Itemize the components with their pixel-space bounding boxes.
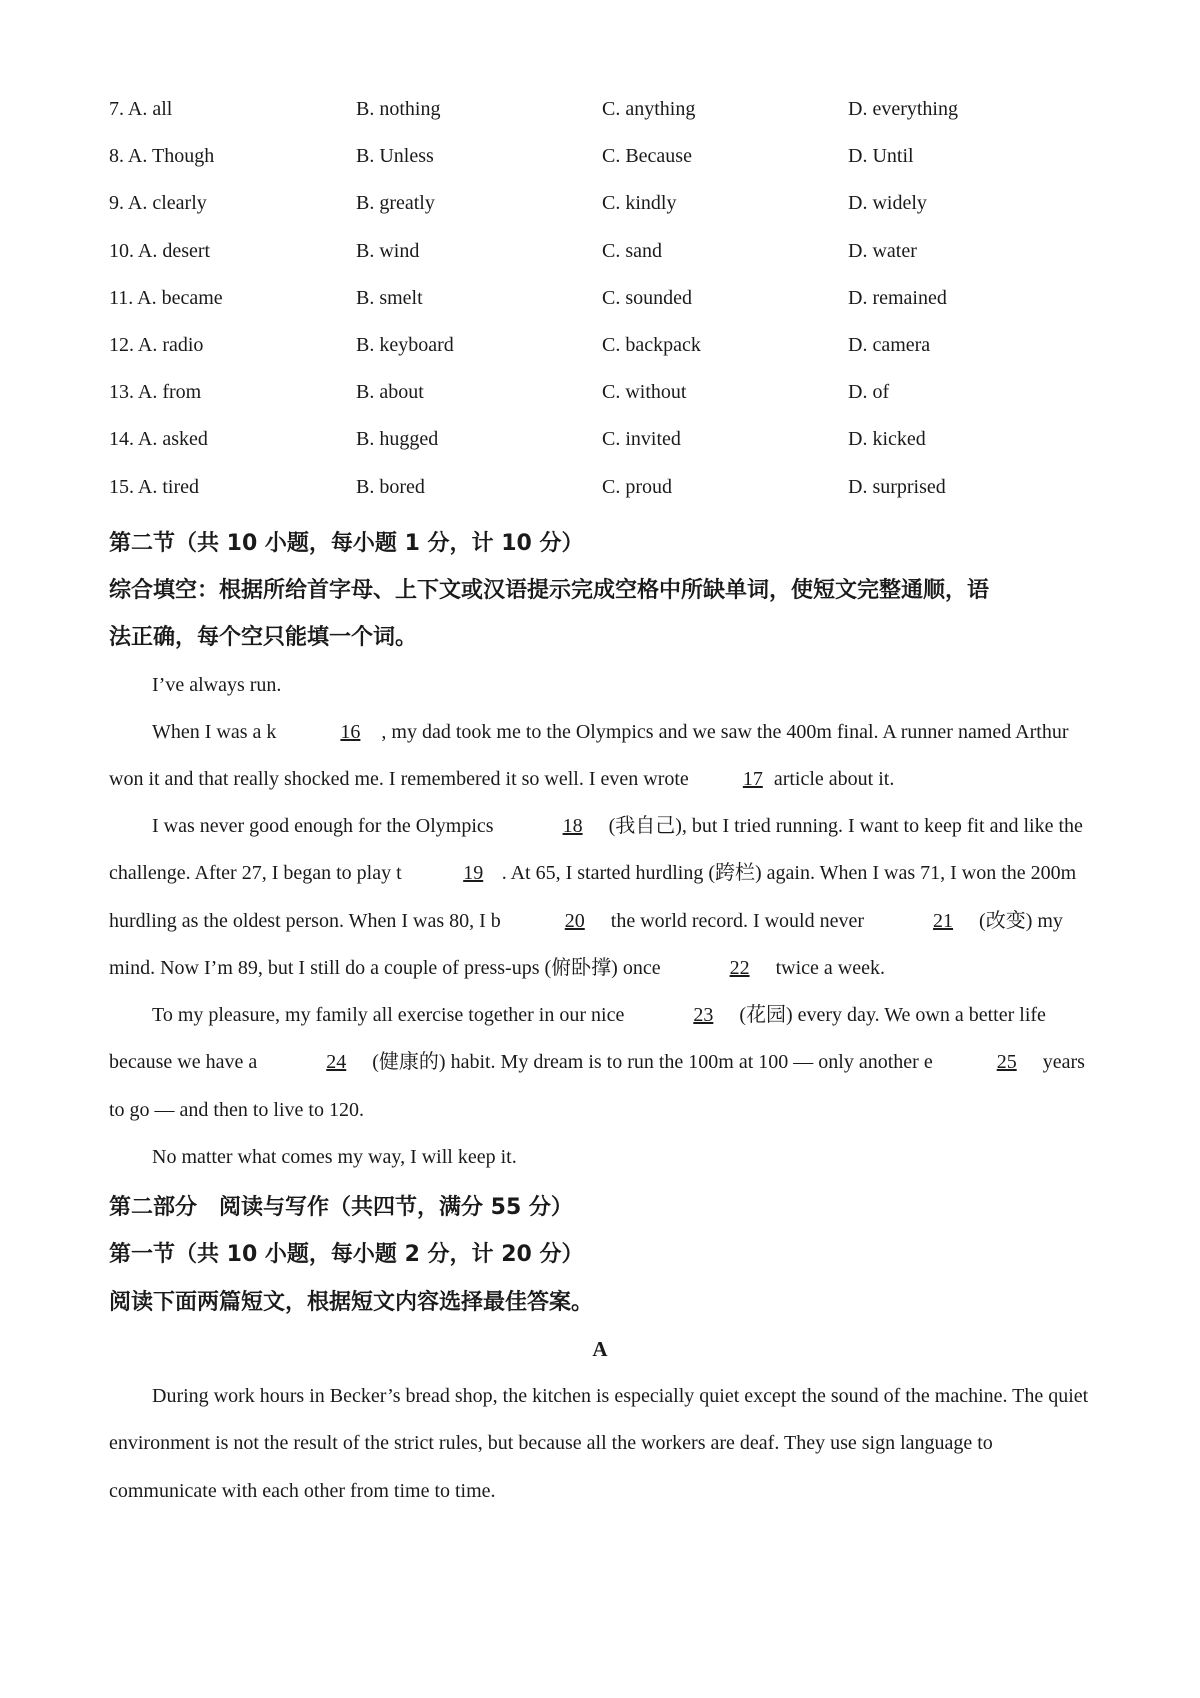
option-a: 13. A. from: [109, 381, 202, 404]
option-b: B. nothing: [356, 98, 441, 120]
option-c: C. proud: [602, 475, 672, 498]
option-b: B. greatly: [356, 192, 435, 215]
cloze-paragraph-5: [109, 1134, 1099, 1181]
section-title: 第二节（共 10 小题，每小题 1 分，计 10 分）: [109, 531, 584, 556]
cloze-text: . At 65, I started hurdling (跨栏) again. When I was 71, I won the 200m hurdling as the oldest person. When I was 80, I b: [109, 862, 1077, 932]
passage-label: A: [592, 1337, 608, 1361]
passage-a-text: During work hours in Becker’s bread shop, the kitchen is especially quiet except the sound of the machine. The quiet environment is not the result of the strict rules, but because all the workers are deaf. They use sign language to communicate with each other from time to time.: [109, 1385, 1089, 1502]
option-row: [109, 192, 1109, 239]
option-row: [109, 334, 1109, 381]
option-row: [109, 145, 1109, 192]
option-row: [109, 476, 1109, 523]
option-b: B. smelt: [356, 286, 423, 309]
blank-17[interactable]: 17: [742, 768, 763, 791]
option-a: 14. A. asked: [109, 428, 208, 451]
option-d: D. water: [848, 239, 917, 262]
option-d: D. camera: [848, 333, 931, 356]
option-b: B. Unless: [356, 145, 434, 168]
option-a: 7. A. all: [109, 98, 173, 120]
options-list: [109, 98, 1109, 523]
option-a: 9. A. clearly: [109, 192, 207, 215]
cloze-text: (花园) every day. We own a better life because we have a: [109, 1004, 1046, 1074]
option-a: 11. A. became: [109, 286, 223, 309]
option-c: C. anything: [602, 98, 696, 120]
option-row: [109, 381, 1109, 428]
blank-21[interactable]: 21: [933, 909, 954, 932]
option-row: [109, 240, 1109, 287]
cloze-text: , my dad took me to the Olympics and we saw the 400m final. A runner named Arthur won it and that really shocked me. I remembered it so well. I even wrote: [109, 721, 1069, 791]
option-d: D. remained: [848, 286, 947, 309]
blank-22[interactable]: 22: [729, 956, 750, 979]
cloze-text: I’ve always run.: [152, 674, 282, 696]
option-c: C. Because: [602, 145, 692, 168]
option-d: D. of: [848, 381, 890, 404]
option-d: D. everything: [848, 98, 958, 120]
option-c: C. sand: [602, 239, 662, 262]
cloze-text: (改变) my mind. Now I’m 89, but I still do a couple of press-ups (俯卧撑) once: [109, 909, 1063, 979]
option-row: [109, 287, 1109, 334]
cloze-paragraph-2: [109, 709, 1099, 804]
option-b: B. bored: [356, 475, 425, 498]
option-row: [109, 98, 1109, 145]
section-title: 第一节（共 10 小题，每小题 2 分，计 20 分）: [109, 1242, 584, 1267]
cloze-text: (我自己), but I tried running. I want to keep fit and like the challenge. After 27, I began to play t: [109, 815, 1083, 885]
cloze-paragraph-3: [109, 803, 1099, 992]
option-d: D. kicked: [848, 428, 926, 451]
blank-23[interactable]: 23: [693, 1004, 714, 1026]
blank-19[interactable]: 19: [463, 862, 484, 885]
cloze-text: To my pleasure, my family all exercise together in our nice: [152, 1004, 630, 1026]
part-title: 第二部分 阅读与写作（共四节，满分 55 分）: [109, 1195, 573, 1220]
option-b: B. about: [356, 381, 424, 404]
option-c: C. without: [602, 381, 687, 404]
cloze-text: twice a week.: [770, 956, 885, 979]
cloze-text: (健康的) habit. My dream is to run the 100m at 100 — only another e: [367, 1051, 933, 1074]
option-d: D. Until: [848, 145, 914, 168]
option-b: B. hugged: [356, 428, 439, 451]
section-instruction-cont: 法正确，每个空只能填一个词。: [109, 625, 418, 650]
option-c: C. kindly: [602, 192, 677, 215]
blank-20[interactable]: 20: [564, 909, 585, 932]
cloze-text: I was never good enough for the Olympics: [152, 815, 499, 837]
cloze-paragraph-1: [109, 662, 1099, 709]
option-a: 8. A. Though: [109, 145, 215, 168]
cloze-text: No matter what comes my way, I will keep it.: [152, 1146, 517, 1168]
cloze-text: article about it.: [768, 768, 895, 791]
cloze-text: When I was a k: [152, 721, 277, 743]
option-c: C. sounded: [602, 286, 692, 309]
option-c: C. invited: [602, 428, 681, 451]
cloze-paragraph-4: [109, 992, 1099, 1134]
option-d: D. surprised: [848, 475, 946, 498]
blank-18[interactable]: 18: [562, 815, 583, 837]
option-d: D. widely: [848, 192, 927, 215]
section-instruction: 综合填空：根据所给首字母、上下文或汉语提示完成空格中所缺单词，使短文完整通顺，语: [109, 578, 990, 603]
cloze-text: the world record. I would never: [605, 909, 870, 932]
blank-16[interactable]: 16: [340, 721, 361, 743]
option-a: 15. A. tired: [109, 475, 199, 498]
option-a: 12. A. radio: [109, 333, 204, 356]
option-b: B. wind: [356, 239, 420, 262]
option-a: 10. A. desert: [109, 239, 211, 262]
cloze-text: years to go — and then to live to 120.: [109, 1051, 1085, 1121]
option-row: [109, 428, 1109, 475]
blank-24[interactable]: 24: [326, 1051, 347, 1074]
blank-25[interactable]: 25: [996, 1051, 1017, 1074]
section-instruction: 阅读下面两篇短文，根据短文内容选择最佳答案。: [109, 1290, 594, 1315]
option-b: B. keyboard: [356, 333, 454, 356]
option-c: C. backpack: [602, 333, 701, 356]
